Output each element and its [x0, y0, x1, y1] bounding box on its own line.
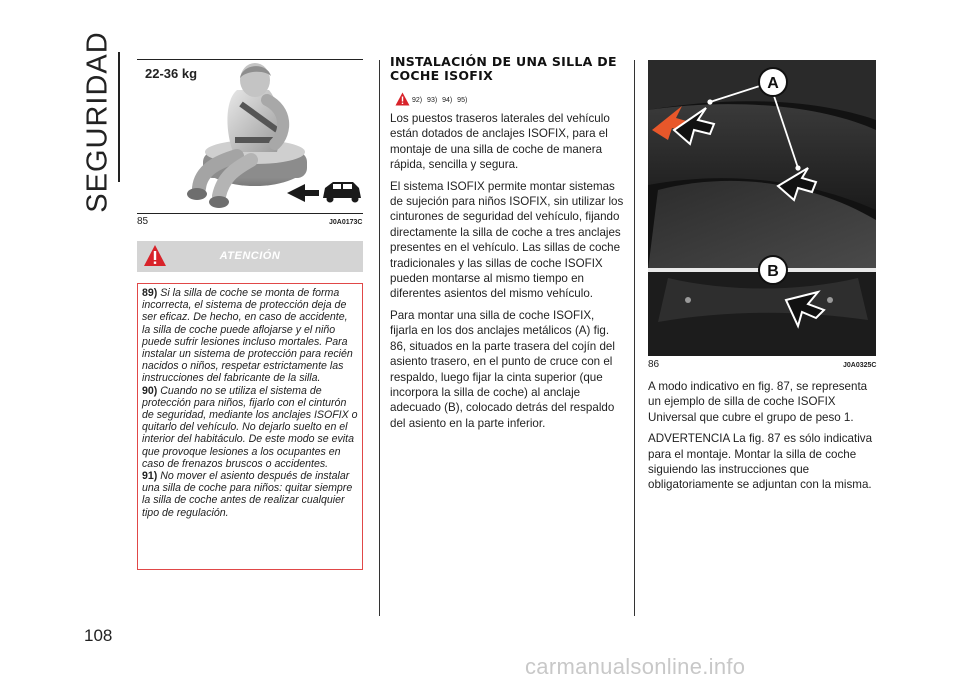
weight-label: 22-36 kg — [145, 66, 198, 81]
warning-item-number: 89) — [142, 287, 158, 299]
figure-85-booster-seat-image — [137, 60, 363, 213]
warning-header — [137, 241, 363, 272]
column-divider-2 — [634, 60, 635, 616]
warning-body — [137, 283, 363, 570]
warning-item-text: No mover el asiento después de instalar una silla de coche para niños: quitar siempre la silla de coche antes de realizar cualquier tipo de regulación. — [142, 470, 353, 519]
label-b: B — [767, 263, 779, 280]
direction-arrow-icon — [287, 184, 319, 202]
warning-item — [142, 385, 358, 470]
body-paragraph: Para montar una silla de coche ISOFIX, fijarla en los dos anclajes metálicos (A) fig. 86, situados en la parte trasera del cojín del asiento trasero, en el punto de cruce con el respaldo, luego fijar la cinta superior (que incorpora la silla de coche) al anclaje adecuado (B), colocado detrás del respaldo del asiento en la parte inferior. — [390, 308, 615, 430]
section-title-text: SEGURIDAD — [81, 31, 114, 213]
figure-85-number: 85 — [137, 216, 149, 227]
figure-85-code: J0A0173C — [329, 219, 363, 226]
warning-item — [142, 287, 358, 385]
isofix-anchors-illustration — [648, 60, 876, 356]
column-3-body — [648, 379, 878, 499]
figure-85-bottom-rule — [137, 213, 363, 214]
warning-item-number: 91) — [142, 470, 158, 483]
car-icon — [323, 182, 361, 203]
body-paragraph: ADVERTENCIA La fig. 87 es sólo indicativa para el montaje. Montar la silla de coche siguiendo las instrucciones que obligatoriamente se adjuntan con la misma. — [648, 432, 873, 492]
figure-86-code: J0A0325C — [843, 362, 877, 369]
body-paragraph: A modo indicativo en fig. 87, se representa un ejemplo de silla de coche ISOFIX Universal que cubre el grupo de peso 1. — [648, 380, 868, 424]
body-paragraph: El sistema ISOFIX permite montar sistemas de sujeción para niños ISOFIX, sin utilizar los cinturones de seguridad del vehículo, fijando directamente la silla de coche a tres anclajes presentes en el vehículo. Las sillas de coche tradicionales y las sillas de coche ISOFIX pueden montarse al mismo tiempo en diferentes asientos del mismo vehículo. — [390, 179, 624, 301]
section-title — [78, 31, 118, 213]
section-heading: INSTALACIÓN DE UNA SILLA DE COCHE ISOFIX — [390, 54, 617, 83]
body-paragraph: Los puestos traseros laterales del vehículo están dotados de anclajes ISOFIX, para el montaje de una silla de coche de manera rápida, sencilla y segura. — [390, 112, 610, 172]
child-in-booster-illustration — [137, 60, 363, 213]
watermark-text: carmanualsonline.info — [525, 654, 746, 679]
warning-item — [142, 470, 358, 519]
warning-references: 92) 93) 94) 95) — [412, 97, 468, 104]
warning-item-text: Cuando no se utiliza el sistema de protección para niños, fijarlo con el cinturón de seguridad, mediante los anclajes ISOFIX o quitarlo del vehículo. No dejarlo suelto en el interior del habitáculo. De este modo se evita que provoque lesiones a los ocupantes en caso de frenazos bruscos o accidentes. — [142, 384, 358, 470]
warning-title: ATENCIÓN — [219, 250, 281, 262]
figure-86-isofix-photo — [648, 60, 876, 356]
section-body — [390, 111, 625, 437]
column-divider-1 — [379, 60, 380, 616]
section-title-rule — [118, 52, 120, 182]
warning-item-text: Si la silla de coche se monta de forma incorrecta, el sistema de protección deja de ser eficaz. De hecho, en caso de accidente, la silla de coche puede aflojarse y el niño puede sufrir lesiones incluso mortales. Para instalar un sistema de protección para recién nacidos o niños, respetar estrictamente las instrucciones del fabricante de la silla. — [142, 287, 353, 385]
warning-item-number: 90) — [142, 384, 158, 397]
page-number: 108 — [84, 626, 113, 645]
label-a: A — [767, 75, 779, 92]
figure-86-number: 86 — [648, 359, 660, 370]
warning-small-icon — [395, 92, 410, 106]
